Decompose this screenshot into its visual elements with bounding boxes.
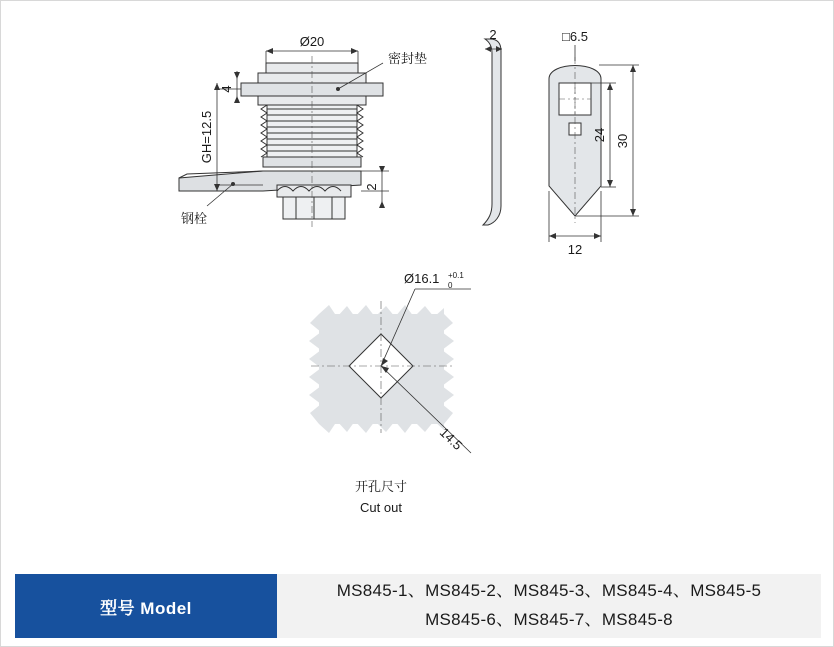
dim-thickness-2-right (361, 166, 389, 208)
dim-gh-label: GH=12.5 (199, 110, 214, 164)
model-table-label: 型号 Model (100, 598, 192, 618)
dim-width-12-label: 12 (567, 242, 583, 257)
dim-cutout-tol-upper: +0.1 (448, 271, 464, 280)
cutout-caption-en: Cut out (360, 500, 402, 515)
dim-diameter-20-label: Ø20 (299, 34, 325, 49)
drawing-area (1, 1, 834, 561)
model-table (15, 574, 821, 638)
model-table-value-cell (277, 574, 821, 638)
dim-thickness-2-right-label: 2 (364, 183, 379, 191)
model-table-label-cell (15, 574, 277, 638)
dim-height-24-label: 24 (592, 127, 607, 143)
dim-thickness-4-label: 4 (219, 85, 234, 93)
dim-cutout-tol-lower: 0 (448, 281, 453, 290)
cam-plate-view (549, 29, 639, 257)
model-list-line-2: MS845-6、MS845-7、MS845-8 (425, 610, 673, 629)
dim-height-30-label: 30 (615, 133, 630, 149)
dim-plate-thickness-2-label: 2 (489, 27, 497, 42)
label-bolt-text: 钢栓 (181, 211, 208, 226)
label-gasket-text: 密封垫 (388, 51, 428, 66)
dim-cutout-diameter-label: Ø16.1 (404, 271, 440, 286)
cutout-caption-cn: 开孔尺寸 (354, 479, 408, 494)
dim-square-6-5-label: □6.5 (562, 29, 588, 44)
dim-square-6-5 (562, 29, 588, 61)
cam-side-view (483, 27, 502, 225)
technical-drawing-svg (1, 1, 834, 561)
cutout-view (309, 271, 471, 515)
dim-thickness-4 (219, 71, 240, 103)
model-list-line-1: MS845-1、MS845-2、MS845-3、MS845-4、MS845-5 (336, 581, 762, 601)
dim-cutout-flat-label: 14.5 (436, 424, 466, 453)
front-assembly-view (179, 34, 427, 227)
